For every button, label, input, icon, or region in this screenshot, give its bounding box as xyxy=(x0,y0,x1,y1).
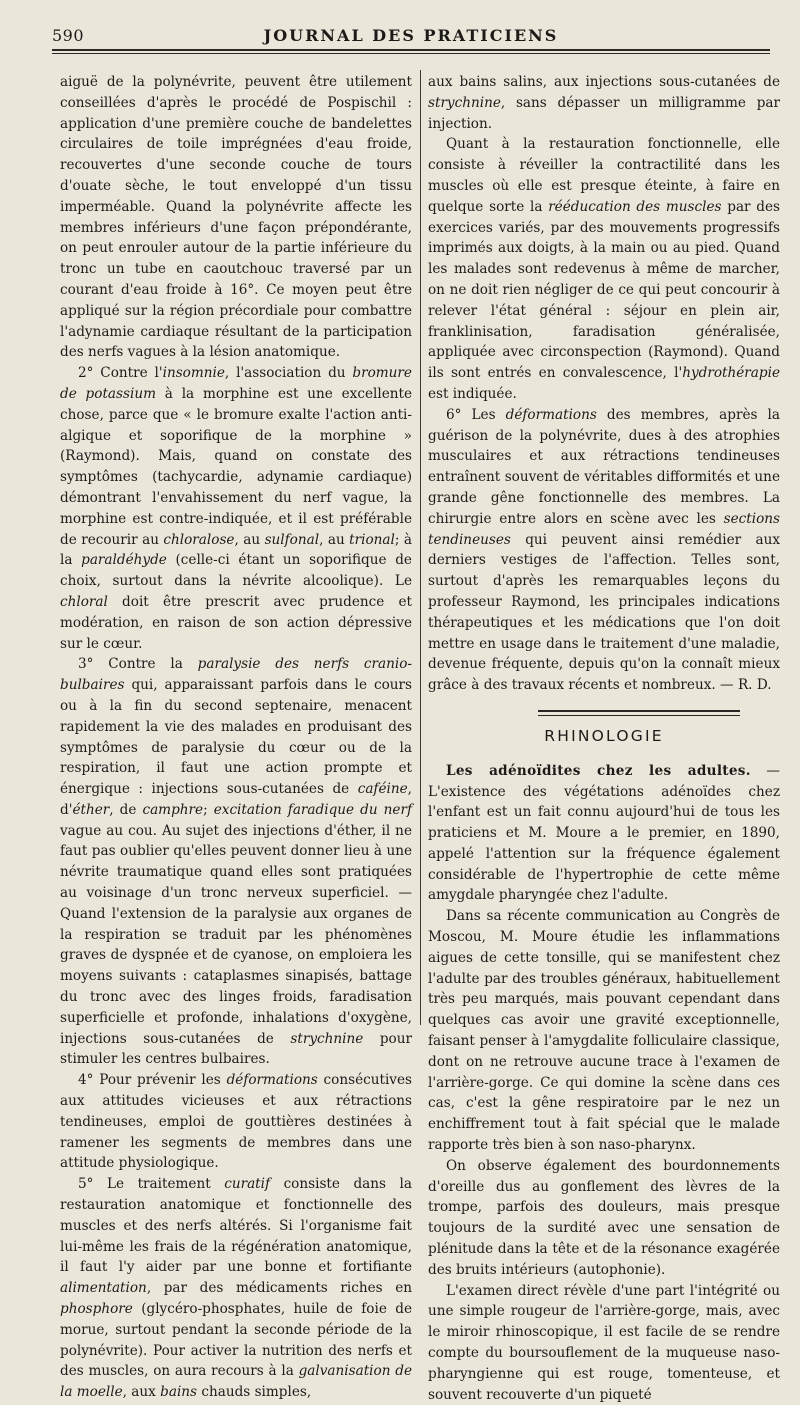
section-rule xyxy=(538,710,740,716)
paragraph-deformations-prevention: 4° Pour prévenir les déformations consécutives aux attitudes vicieuses et aux rétractions tendineuses, emploi de gouttières destinées à ramener les segments de membres dans une attitude physiologique. xyxy=(60,1072,413,1172)
header-rule-thin xyxy=(52,53,770,54)
article-run-in-title: Les adénoïdites chez les adultes. xyxy=(446,762,751,779)
paragraph-ear-symptoms: On observe également des bourdonnements d'oreille dus au gonflement des lèvres de la trompe, parfois des douleurs, mais presque toujours de la surdité avec une sensation de plénitude dans la tête et de la résonance exagérée des bruits intérieurs (autophonie). xyxy=(428,1157,780,1278)
page-header xyxy=(52,22,770,50)
paragraph-cold-compress: aiguë de la polynévrite, peuvent être utilement conseillées d'après le procédé de Pospischil : application d'une première couche de bandelettes circulaires de toile imprégnées d'eau froide, recouvertes d'une seconde couche de tours d'ouate sèche, le tout enveloppé d'un tissu imperméable. Quand la polynévrite affecte les membres inférieurs d'une façon prépondérante, on peut enrouler autour de la partie inférieure du tronc un tube en caoutchouc traversé par un courant d'eau froide à 16°. Ce moyen peut être appliqué sur la région précordiale pour combattre l'adynamie cardiaque résultant de la participation des nerfs vagues à la lésion anatomique. xyxy=(60,74,412,361)
paragraph-limb-deformations: 6° Les déformations des membres, après la guérison de la polynévrite, dues à des atrophies musculaires et aux rétractions tendineuses entraînent souvent de véritables difformités et une grande gêne fonctionnelle des membres. La chirurgie entre alors en scène avec les sections tendineuses qui peuvent ainsi remédier aux derniers vestiges de l'affection. Telles sont, surtout d'après les remarquables leçons du professeur Raymond, les principales indications thérapeutiques et les médications que l'on doit mettre en usage dans le traitement d'une maladie, devenue fréquente, depuis qu'on la connaît mieux grâce à des travaux récents et nombreux. — R. D. xyxy=(428,406,781,694)
paragraph-adenoiditis-intro: Les adénoïdites chez les adultes. — L'existence des végétations adénoïdes chez l'enfant est un fait connu aujourd'hui de tous les praticiens et M. Moure a le premier, en 1890, appelé l'attention sur la fréquence également considérable de l'hypertrophie de cette même amygdale pharyngée chez l'adulte. xyxy=(428,762,781,904)
paragraph-cranial-paralysis: 3° Contre la paralysie des nerfs cranio-bulbaires qui, apparaissant parfois dans le cours ou à la fin du second septenaire, menacent rapidement la vie des malades en produisant des symptômes de paralysie du cœur ou de la respiration, il faut une action prompte et énergique : injections sous-cutanées de caféine, d'éther, de camphre; excitation faradique du nerf vague au cou. Au sujet des injections d'éther, il ne faut pas oublier qu'elles peuvent donner lieu à une névrite traumatique quand elles sont pratiquées au voisinage d'un tronc nerveux superficiel. — Quand l'extension de la paralysie aux organes de la respiration se traduit par les phénomènes graves de dyspnée et de cyanose, on emploiera les moyens suivants : cataplasmes sinapisés, battage du tronc avec des linges froids, faradisation superficielle et profonde, inhalations d'oxygène, injections sous-cutanées de strychnine pour stimuler les centres bulbaires. xyxy=(60,656,412,1068)
left-column xyxy=(60,72,413,1401)
section-heading-rhinologie: RHINOLOGIE xyxy=(544,726,664,745)
header-rule xyxy=(52,49,770,51)
column-divider xyxy=(420,70,421,1025)
paragraph-moscow-congress: Dans sa récente communication au Congrès de Moscou, M. Moure étudie les inflammations aigues de cette tonsille, qui se manifestent chez l'adulte par des troubles généraux, habituellement très peu marqués, mais pouvant cependant dans quelques cas avoir une gravité exceptionnelle, faisant penser à l'amygdalite folliculaire classique, dont on ne retrouve aucune trace à l'examen de l'arrière-gorge. Ce qui domine la scène dans ces cas, c'est la gêne respiratoire par le nez un enchiffrement tout à fait spécial que le malade rapporte très bien à son naso-pharynx. xyxy=(428,908,780,1154)
paragraph-insomnia: 2° Contre l'insomnie, l'association du bromure de potassium à la morphine est une excellente chose, parce que « le bromure exalte l'action anti-algique et soporifique de la morphine » (Raymond). Mais, quand on constate des symptômes (tachycardie, adynamie cardiaque) démontrant l'envahissement du nerf vague, la morphine est contre-indiquée, et il est préférable de recourir au chloralose, au sulfonal, au trional; à la paraldéhyde (celle-ci étant un soporifique de choix, surtout dans la névrite alcoolique). Le chloral doit être prescrit avec prudence et modération, en raison de son action dépressive sur le cœur. xyxy=(60,365,413,652)
journal-title: JOURNAL DES PRATICIENS xyxy=(263,26,559,45)
paragraph-functional-restoration: Quant à la restauration fonctionnelle, elle consiste à réveiller la contractilité dans les muscles où elle est presque éteinte, à faire en quelque sorte la rééducation des muscles par des exercices variés, par des mouvements progressifs imprimés aux doigts, à la main ou au pied. Quand les malades sont redevenus à même de marcher, on ne doit rien négliger de ce qui peut concourir à relever l'état général : séjour en plein air, franklinisation, faradisation généralisée, appliquée avec circonspection (Raymond). Quand ils sont entrés en convalescence, l'hydrothérapie est indiquée. xyxy=(428,136,780,402)
paragraph-curative-treatment: 5° Le traitement curatif consiste dans la restauration anatomique et fonctionnelle des muscles et des nerfs altérés. Si l'organisme fait lui-même les frais de la régénération anatomique, il faut l'y aider par une bonne et fortifiante alimentation, par des médicaments riches en phosphore (glycéro-phosphates, huile de foie de morue, surtout pendant la seconde période de la polynévrite). Pour activer la nutrition des nerfs et des muscles, on aura recours à la galvanisation de la moelle, aux bains chauds simples, xyxy=(60,1176,412,1401)
page-number: 590 xyxy=(52,26,85,45)
paragraph-saline-baths: aux bains salins, aux injections sous-cutanées de strychnine, sans dépasser un milligramme par injection. xyxy=(428,74,780,132)
right-column xyxy=(428,72,781,1403)
paragraph-direct-exam: L'examen direct révèle d'une part l'intégrité ou une simple rougeur de l'arrière-gorge, mais, avec le miroir rhinoscopique, il est facile de se rendre compte du boursouflement de la muqueuse naso-pharyngienne qui est rouge, tomenteuse, et souvent recouverte d'un piqueté xyxy=(428,1282,780,1403)
